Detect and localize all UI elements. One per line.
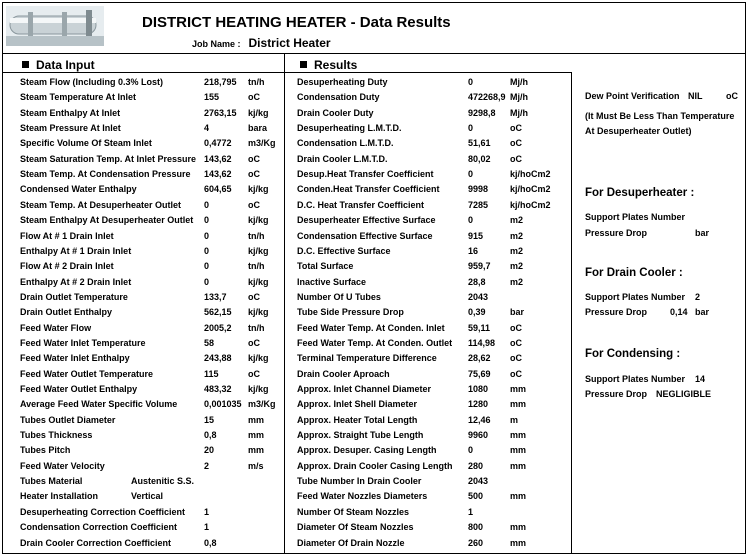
dew-point-note-2: At Desuperheater Outlet) xyxy=(585,126,692,136)
row-label: Drain Cooler Correction Coefficient xyxy=(20,537,172,548)
row-label: Tube Side Pressure Drop xyxy=(297,307,404,318)
row-unit: mm xyxy=(510,445,527,456)
row-label: Steam Flow (Including 0.3% Lost) xyxy=(20,77,164,87)
row-label: Feed Water Velocity xyxy=(20,460,105,471)
row-unit: tn/h xyxy=(248,261,265,272)
row-label: Desuperheater Effective Surface xyxy=(297,215,436,226)
row-unit: kj/kg xyxy=(248,307,269,318)
row-value: 143,62 xyxy=(204,169,232,180)
row-label: Drain Cooler Aproach xyxy=(297,368,390,379)
row-label: Feed Water Inlet Temperature xyxy=(20,337,146,348)
row-value: 0 xyxy=(468,445,474,456)
row-unit: m xyxy=(510,414,519,425)
drain-cooler-drop-value: 0,14 xyxy=(670,307,688,317)
row-unit: kj/hoCm2 xyxy=(510,184,551,195)
row-label: Steam Enthalpy At Desuperheater Outlet xyxy=(20,215,194,226)
row-label: Approx. Inlet Shell Diameter xyxy=(297,399,418,410)
row-label: Approx. Desuper. Casing Length xyxy=(297,445,437,456)
row-value: 16 xyxy=(468,245,479,256)
drain-cooler-heading: For Drain Cooler : xyxy=(585,267,683,279)
row-value: 115 xyxy=(204,368,219,379)
row-value: 1280 xyxy=(468,399,489,410)
row-label: Desuperheating L.M.T.D. xyxy=(297,123,402,134)
row-unit: mm xyxy=(510,399,527,410)
row-label: Desuperheating Duty xyxy=(297,77,388,87)
row-label: D.C. Effective Surface xyxy=(297,245,391,256)
row-label: Drain Cooler Duty xyxy=(297,107,374,118)
condensing-drop-value: NEGLIGIBLE xyxy=(656,389,712,399)
row-label: Steam Temp. At Desuperheater Outlet xyxy=(20,199,182,210)
row-label: Tubes Outlet Diameter xyxy=(20,414,116,425)
row-unit: oC xyxy=(510,368,522,379)
row-label: Feed Water Outlet Enthalpy xyxy=(20,384,138,394)
job-name-label: Job Name : xyxy=(192,39,241,49)
row-value: 500 xyxy=(468,491,484,502)
row-label: Number Of U Tubes xyxy=(297,291,381,302)
row-value: 0 xyxy=(204,276,210,287)
row-value: 562,15 xyxy=(204,307,232,318)
row-value: Vertical xyxy=(131,491,164,502)
column-divider-1 xyxy=(284,53,285,554)
row-value: 15 xyxy=(204,414,215,425)
row-unit: kj/kg xyxy=(248,245,269,256)
dew-point-value: NIL xyxy=(688,91,703,101)
row-value: 28,62 xyxy=(468,353,491,364)
row-label: Tubes Material xyxy=(20,476,83,487)
row-unit: mm xyxy=(510,491,527,502)
row-value: 243,88 xyxy=(204,353,232,364)
row-label: Feed Water Temp. At Conden. Outlet xyxy=(297,337,453,348)
row-unit: m3/Kg xyxy=(248,399,276,410)
row-value: 9298,8 xyxy=(468,107,496,118)
row-value: 0 xyxy=(468,169,474,180)
dew-point-note-1: (It Must Be Less Than Temperature xyxy=(585,111,735,121)
row-unit: oC xyxy=(248,153,260,164)
row-label: Feed Water Flow xyxy=(20,322,92,333)
row-value: 9960 xyxy=(468,430,489,441)
row-value: 1080 xyxy=(468,384,489,394)
desuperheater-plates-label: Support Plates Number xyxy=(585,212,686,222)
row-unit: kj/kg xyxy=(248,107,269,118)
row-value: 959,7 xyxy=(468,261,491,272)
row-unit: kj/kg xyxy=(248,384,269,394)
drain-cooler-plates-value: 2 xyxy=(695,292,701,302)
column-divider-2 xyxy=(571,72,572,554)
row-unit: mm xyxy=(510,430,527,441)
row-unit: kj/kg xyxy=(248,184,269,195)
row-value: Austenitic S.S. xyxy=(131,476,195,487)
row-value: 1 xyxy=(204,506,210,517)
row-unit: kj/kg xyxy=(248,276,269,287)
row-label: Approx. Straight Tube Length xyxy=(297,430,424,441)
row-value: 1 xyxy=(204,522,210,533)
row-unit: m2 xyxy=(510,261,524,272)
row-value: 604,65 xyxy=(204,184,232,195)
row-label: Feed Water Outlet Temperature xyxy=(20,368,154,379)
drain-cooler-plates-label: Support Plates Number xyxy=(585,292,686,302)
row-unit: oC xyxy=(248,368,260,379)
row-value: 80,02 xyxy=(468,153,491,164)
row-label: Drain Outlet Enthalpy xyxy=(20,307,113,318)
row-unit: mm xyxy=(510,460,527,471)
row-unit: oC xyxy=(248,199,260,210)
row-unit: oC xyxy=(510,337,522,348)
heater-vessel-image xyxy=(6,6,104,46)
desuperheater-drop-label: Pressure Drop xyxy=(585,228,648,238)
row-label: Tubes Thickness xyxy=(20,430,93,441)
row-label: Condensation Correction Coefficient xyxy=(20,522,178,533)
condensing-heading: For Condensing : xyxy=(585,348,681,360)
row-label: Steam Temperature At Inlet xyxy=(20,92,137,103)
row-unit: oC xyxy=(510,123,522,134)
row-label: Diameter Of Drain Nozzle xyxy=(297,537,405,548)
row-unit: oC xyxy=(248,337,260,348)
dew-point-label: Dew Point Verification xyxy=(585,91,680,101)
row-unit: bar xyxy=(510,307,525,318)
row-label: Total Surface xyxy=(297,261,354,272)
row-unit: kj/hoCm2 xyxy=(510,169,551,180)
row-label: D.C. Heat Transfer Coefficient xyxy=(297,199,425,210)
row-value: 0,8 xyxy=(204,430,217,441)
row-value: 218,795 xyxy=(204,77,237,87)
report-title: DISTRICT HEATING HEATER - Data Results xyxy=(142,14,451,31)
row-value: 0 xyxy=(204,261,210,272)
data-input-heading: Data Input xyxy=(22,58,95,72)
row-unit: tn/h xyxy=(248,322,265,333)
row-label: Desuperheating Correction Coefficient xyxy=(20,506,186,517)
row-value: 20 xyxy=(204,445,215,456)
row-value: 483,32 xyxy=(204,384,232,394)
row-label: Tube Number In Drain Cooler xyxy=(297,476,422,487)
row-value: 0,8 xyxy=(204,537,217,548)
row-value: 133,7 xyxy=(204,291,227,302)
row-unit: tn/h xyxy=(248,77,265,87)
row-unit: m3/Kg xyxy=(248,138,276,149)
row-value: 28,8 xyxy=(468,276,486,287)
row-value: 12,46 xyxy=(468,414,491,425)
row-value: 7285 xyxy=(468,199,489,210)
condensing-plates-label: Support Plates Number xyxy=(585,374,686,384)
bullet-square-icon xyxy=(300,61,307,68)
row-unit: mm xyxy=(510,384,527,394)
row-label: Approx. Inlet Channel Diameter xyxy=(297,384,432,394)
row-value: 915 xyxy=(468,230,484,241)
row-unit: mm xyxy=(510,522,527,533)
row-value: 0 xyxy=(204,215,210,226)
row-unit: bara xyxy=(248,123,268,134)
row-value: 51,61 xyxy=(468,138,491,149)
row-value: 59,11 xyxy=(468,322,491,333)
row-unit: Mj/h xyxy=(510,92,528,103)
row-label: Condensed Water Enthalpy xyxy=(20,184,137,195)
row-unit: oC xyxy=(510,353,522,364)
row-value: 0 xyxy=(204,199,210,210)
row-value: 0 xyxy=(204,230,210,241)
desuperheater-drop-unit: bar xyxy=(695,228,710,238)
row-label: Steam Enthalpy At Inlet xyxy=(20,107,121,118)
row-value: 2043 xyxy=(468,291,489,302)
condensing-drop-label: Pressure Drop xyxy=(585,389,648,399)
row-value: 155 xyxy=(204,92,220,103)
row-label: Average Feed Water Specific Volume xyxy=(20,399,178,410)
row-label: Steam Saturation Temp. At Inlet Pressure xyxy=(20,153,197,164)
row-label: Condensation L.M.T.D. xyxy=(297,138,394,149)
row-value: 280 xyxy=(468,460,484,471)
row-value: 0 xyxy=(468,123,474,134)
row-value: 75,69 xyxy=(468,368,491,379)
row-value: 9998 xyxy=(468,184,489,195)
drain-cooler-drop-label: Pressure Drop xyxy=(585,307,648,317)
row-label: Specific Volume Of Steam Inlet xyxy=(20,138,152,149)
dew-point-unit: oC xyxy=(726,91,738,101)
row-label: Feed Water Temp. At Conden. Inlet xyxy=(297,322,445,333)
row-unit: oC xyxy=(510,138,522,149)
results-heading: Results xyxy=(300,58,357,72)
row-value: 800 xyxy=(468,522,484,533)
header-divider xyxy=(2,53,746,54)
row-label: Feed Water Nozzles Diameters xyxy=(297,491,428,502)
row-label: Condensation Duty xyxy=(297,92,380,103)
row-value: 472268,9 xyxy=(468,92,506,103)
row-unit: m/s xyxy=(248,460,264,471)
row-unit: oC xyxy=(248,169,260,180)
row-unit: tn/h xyxy=(248,230,265,241)
row-value: 0,4772 xyxy=(204,138,232,149)
bullet-square-icon xyxy=(22,61,29,68)
job-line xyxy=(192,34,331,52)
row-value: 1 xyxy=(468,506,474,517)
row-unit: kj/kg xyxy=(248,215,269,226)
row-unit: oC xyxy=(510,153,522,164)
row-label: Condensation Effective Surface xyxy=(297,230,433,241)
row-unit: mm xyxy=(248,430,265,441)
row-unit: oC xyxy=(248,291,260,302)
row-label: Inactive Surface xyxy=(297,276,367,287)
row-label: Flow At # 2 Drain Inlet xyxy=(20,261,114,272)
desuperheater-heading: For Desuperheater : xyxy=(585,187,695,199)
job-name-value: District Heater xyxy=(248,36,331,50)
row-value: 0,39 xyxy=(468,307,486,318)
row-value: 143,62 xyxy=(204,153,232,164)
row-label: Number Of Steam Nozzles xyxy=(297,506,410,517)
row-label: Approx. Drain Cooler Casing Length xyxy=(297,460,453,471)
row-value: 114,98 xyxy=(468,337,496,348)
row-unit: mm xyxy=(248,445,265,456)
row-unit: oC xyxy=(248,92,260,103)
row-unit: mm xyxy=(248,414,265,425)
row-unit: mm xyxy=(510,537,527,548)
row-label: Enthalpy At # 1 Drain Inlet xyxy=(20,245,132,256)
row-unit: m2 xyxy=(510,245,524,256)
row-label: Steam Pressure At Inlet xyxy=(20,123,121,134)
row-value: 2763,15 xyxy=(204,107,237,118)
row-unit: Mj/h xyxy=(510,77,528,87)
row-label: Tubes Pitch xyxy=(20,445,71,456)
row-value: 4 xyxy=(204,123,210,134)
row-unit: m2 xyxy=(510,276,524,287)
row-unit: m2 xyxy=(510,215,524,226)
row-unit: oC xyxy=(510,322,522,333)
row-value: 2043 xyxy=(468,476,489,487)
row-unit: kj/kg xyxy=(248,353,269,364)
row-value: 0,001035 xyxy=(204,399,242,410)
row-label: Steam Temp. At Condensation Pressure xyxy=(20,169,191,180)
row-value: 2 xyxy=(204,460,210,471)
row-label: Flow At # 1 Drain Inlet xyxy=(20,230,114,241)
row-value: 58 xyxy=(204,337,215,348)
row-label: Approx. Heater Total Length xyxy=(297,414,418,425)
condensing-plates-value: 14 xyxy=(695,374,706,384)
row-label: Feed Water Inlet Enthalpy xyxy=(20,353,130,364)
row-label: Diameter Of Steam Nozzles xyxy=(297,522,414,533)
row-value: 260 xyxy=(468,537,484,548)
row-label: Enthalpy At # 2 Drain Inlet xyxy=(20,276,132,287)
row-label: Terminal Temperature Difference xyxy=(297,353,437,364)
row-value: 0 xyxy=(204,245,210,256)
row-value: 0 xyxy=(468,215,474,226)
row-value: 2005,2 xyxy=(204,322,232,333)
row-unit: Mj/h xyxy=(510,107,528,118)
row-label: Drain Cooler L.M.T.D. xyxy=(297,153,388,164)
row-label: Drain Outlet Temperature xyxy=(20,291,128,302)
row-label: Conden.Heat Transfer Coefficient xyxy=(297,184,440,195)
row-unit: m2 xyxy=(510,230,524,241)
row-value: 0 xyxy=(468,77,474,87)
row-label: Heater Installation xyxy=(20,491,99,502)
drain-cooler-drop-unit: bar xyxy=(695,307,710,317)
row-unit: kj/hoCm2 xyxy=(510,199,551,210)
row-label: Desup.Heat Transfer Coefficient xyxy=(297,169,434,180)
section-heading-divider xyxy=(2,72,571,73)
